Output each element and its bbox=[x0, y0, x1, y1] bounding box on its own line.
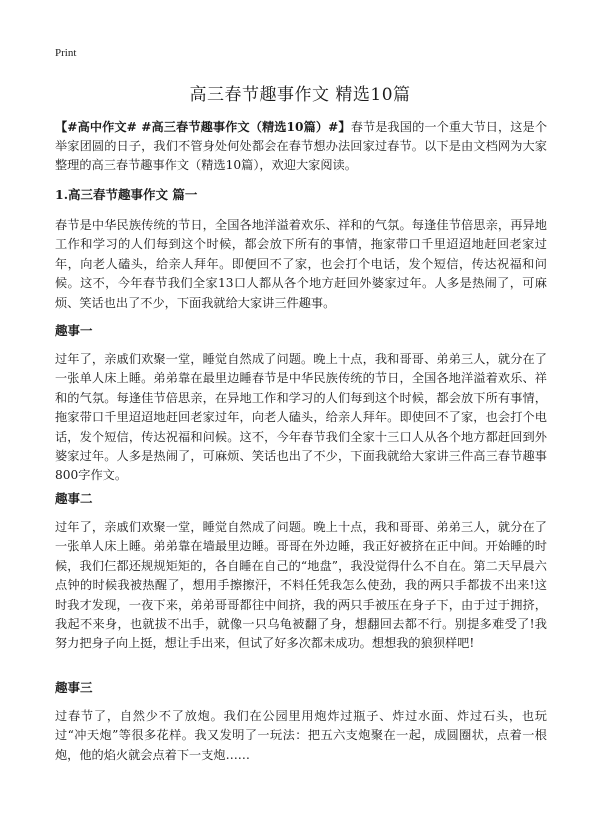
subheading-3: 趣事三 bbox=[55, 680, 93, 695]
subheading-1: 趣事一 bbox=[55, 323, 93, 338]
section-title: 1.高三春节趣事作文 篇一 bbox=[55, 187, 198, 202]
page-title: 高三春节趣事作文 精选10篇 bbox=[189, 85, 411, 105]
intro-tag: 【#高中作文# #高三春节趣事作文（精选10篇）#】 bbox=[55, 120, 351, 134]
paragraph-2: 过年了，亲戚们欢聚一堂，睡觉自然成了问题。晚上十点，我和哥哥、弟弟三人，就分在了一张单人床上睡。弟弟靠在最里边睡春节是中华民族传统的节日，全国各地洋溢着欢乐、祥和的气氛。每逢佳节倍思亲，在异地工作和学习的人们每到这个时候，都会放下所有事情，拖家带口千里迢迢地赶回老家过年，向老人磕头，给亲人拜年。即使回不了家，也会打个电话，发个短信，传达祝福和问候。这不，今年春节我们全家十三口人从各个地方都赶回到外婆家过年。人多是热闹了，可麻烦、笑话也出了不少，下面我就给大家讲三件高三春节趣事800字作文。 bbox=[55, 352, 547, 483]
paragraph-4: 过春节了，自然少不了放炮。我们在公园里用炮炸过瓶子、炸过水面、炸过石头，也玩过“冲天炮”等很多花样。我又发明了一玩法：把五六支炮聚在一起，成圆圈状，点着一根炮，他的焰火就会点着下一支炮…… bbox=[55, 709, 547, 762]
print-link[interactable]: Print bbox=[55, 47, 77, 59]
paragraph-1: 春节是中华民族传统的节日，全国各地洋溢着欢乐、祥和的气氛。每逢佳节倍思亲，再异地工作和学习的人们每到这个时候，都会放下所有的事情，拖家带口千里迢迢地赶回老家过年，向老人磕头，给亲人拜年。即便回不了家，也会打个电话，发个短信，传达祝福和问候。这不，今年春节我们全家13口人都从各个地方赶回外婆家过年。人多是热闹了，可麻烦、笑话也出了不少，下面我就给大家讲三件趣事。 bbox=[55, 218, 547, 310]
intro-paragraph bbox=[55, 118, 547, 175]
paragraph-3: 过年了，亲戚们欢聚一堂，睡觉自然成了问题。晚上十点，我和哥哥、弟弟三人，就分在了一张单人床上睡。弟弟靠在墙最里边睡。哥哥在外边睡，我正好被挤在正中间。开始睡的时候，我们仨都还规规矩矩的，各自睡在自己的“地盘”，我没觉得什么不自在。第二天早晨六点钟的时候我被热醒了，想用手擦擦汗，不料任凭我怎么使劲，我的两只手都拔不出来!这时我才发现，一夜下来，弟弟哥哥都往中间挤，我的两只手被压在身子下，由于过于拥挤，我起不来身，也就拔不出手，就像一只乌龟被翻了身，想翻回去都不行。别提多难受了!我努力把身子向上挺，想让手出来，但试了好多次都未成功。想想我的狼狈样吧! bbox=[55, 520, 547, 651]
subheading-2: 趣事二 bbox=[55, 491, 93, 506]
intro-text: 春节是我国的一个重大节日，这是个举家团圆的日子，我们不管身处何处都会在春节想办法回家过春节。以下是由文档网为大家整理的高三春节趣事作文（精选10篇），欢迎大家阅读。 bbox=[55, 120, 548, 172]
